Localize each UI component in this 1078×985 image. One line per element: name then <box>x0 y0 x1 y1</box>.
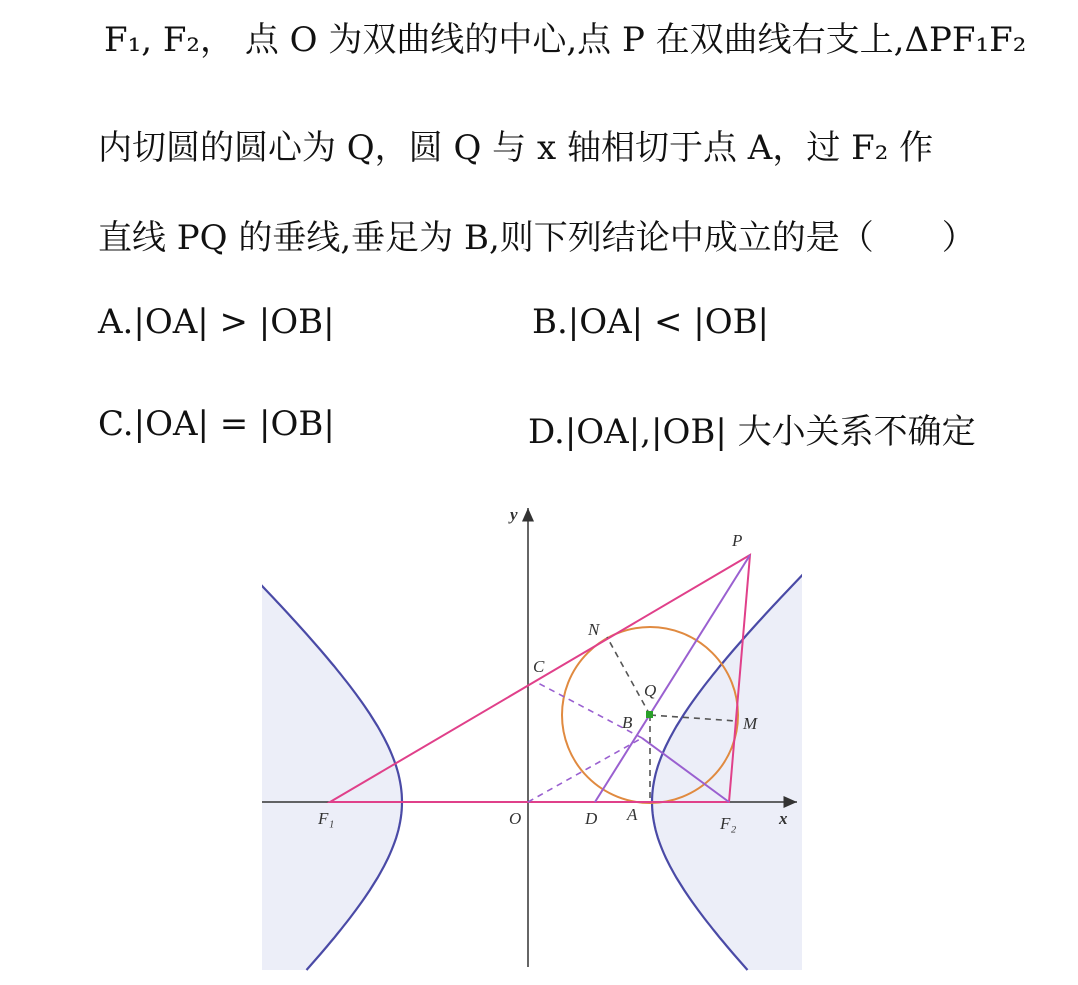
label-y: y <box>510 505 518 524</box>
label-N: N <box>588 620 600 639</box>
option-c[interactable] <box>98 404 335 444</box>
radius-QN <box>607 637 650 715</box>
label-A: A <box>627 805 638 824</box>
line-O-B-dashed <box>528 738 642 802</box>
label-F1: F₁ <box>318 809 335 828</box>
incircle-center-point <box>646 711 653 718</box>
question-line-3-text: 直线 PQ 的垂线,垂足为 B,则下列结论中成立的是（ ） <box>98 218 976 258</box>
option-a[interactable] <box>98 302 335 342</box>
label-O: O <box>509 809 522 828</box>
label-B: B <box>622 713 633 732</box>
right-branch-shade <box>652 502 802 970</box>
option-c-text: C.|OA| = |OB| <box>98 404 335 444</box>
question-line-3 <box>98 210 976 259</box>
option-a-text: A.|OA| > |OB| <box>98 302 335 342</box>
left-branch-shade <box>262 502 402 970</box>
question-line-2 <box>98 120 933 169</box>
question-line-1-text: F₁, F₂， 点 O 为双曲线的中心,点 P 在双曲线右支上,ΔPF₁F₂ <box>104 20 1027 60</box>
label-C: C <box>533 657 545 676</box>
option-b[interactable] <box>532 302 769 342</box>
label-F2: F₂ <box>720 814 737 833</box>
label-M: M <box>743 714 758 733</box>
label-D: D <box>585 809 598 828</box>
option-d-text: D.|OA|,|OB| 大小关系不确定 <box>528 412 976 452</box>
option-d[interactable] <box>528 404 976 453</box>
label-P: P <box>732 531 743 550</box>
hyperbola-figure <box>262 502 802 972</box>
question-line-2-text: 内切圆的圆心为 Q，圆 Q 与 x 轴相切于点 A，过 F₂ 作 <box>98 128 934 168</box>
question-line-1 <box>104 12 1026 61</box>
label-x: x <box>779 809 788 828</box>
option-b-text: B.|OA| < |OB| <box>532 302 770 342</box>
label-Q: Q <box>644 681 657 700</box>
